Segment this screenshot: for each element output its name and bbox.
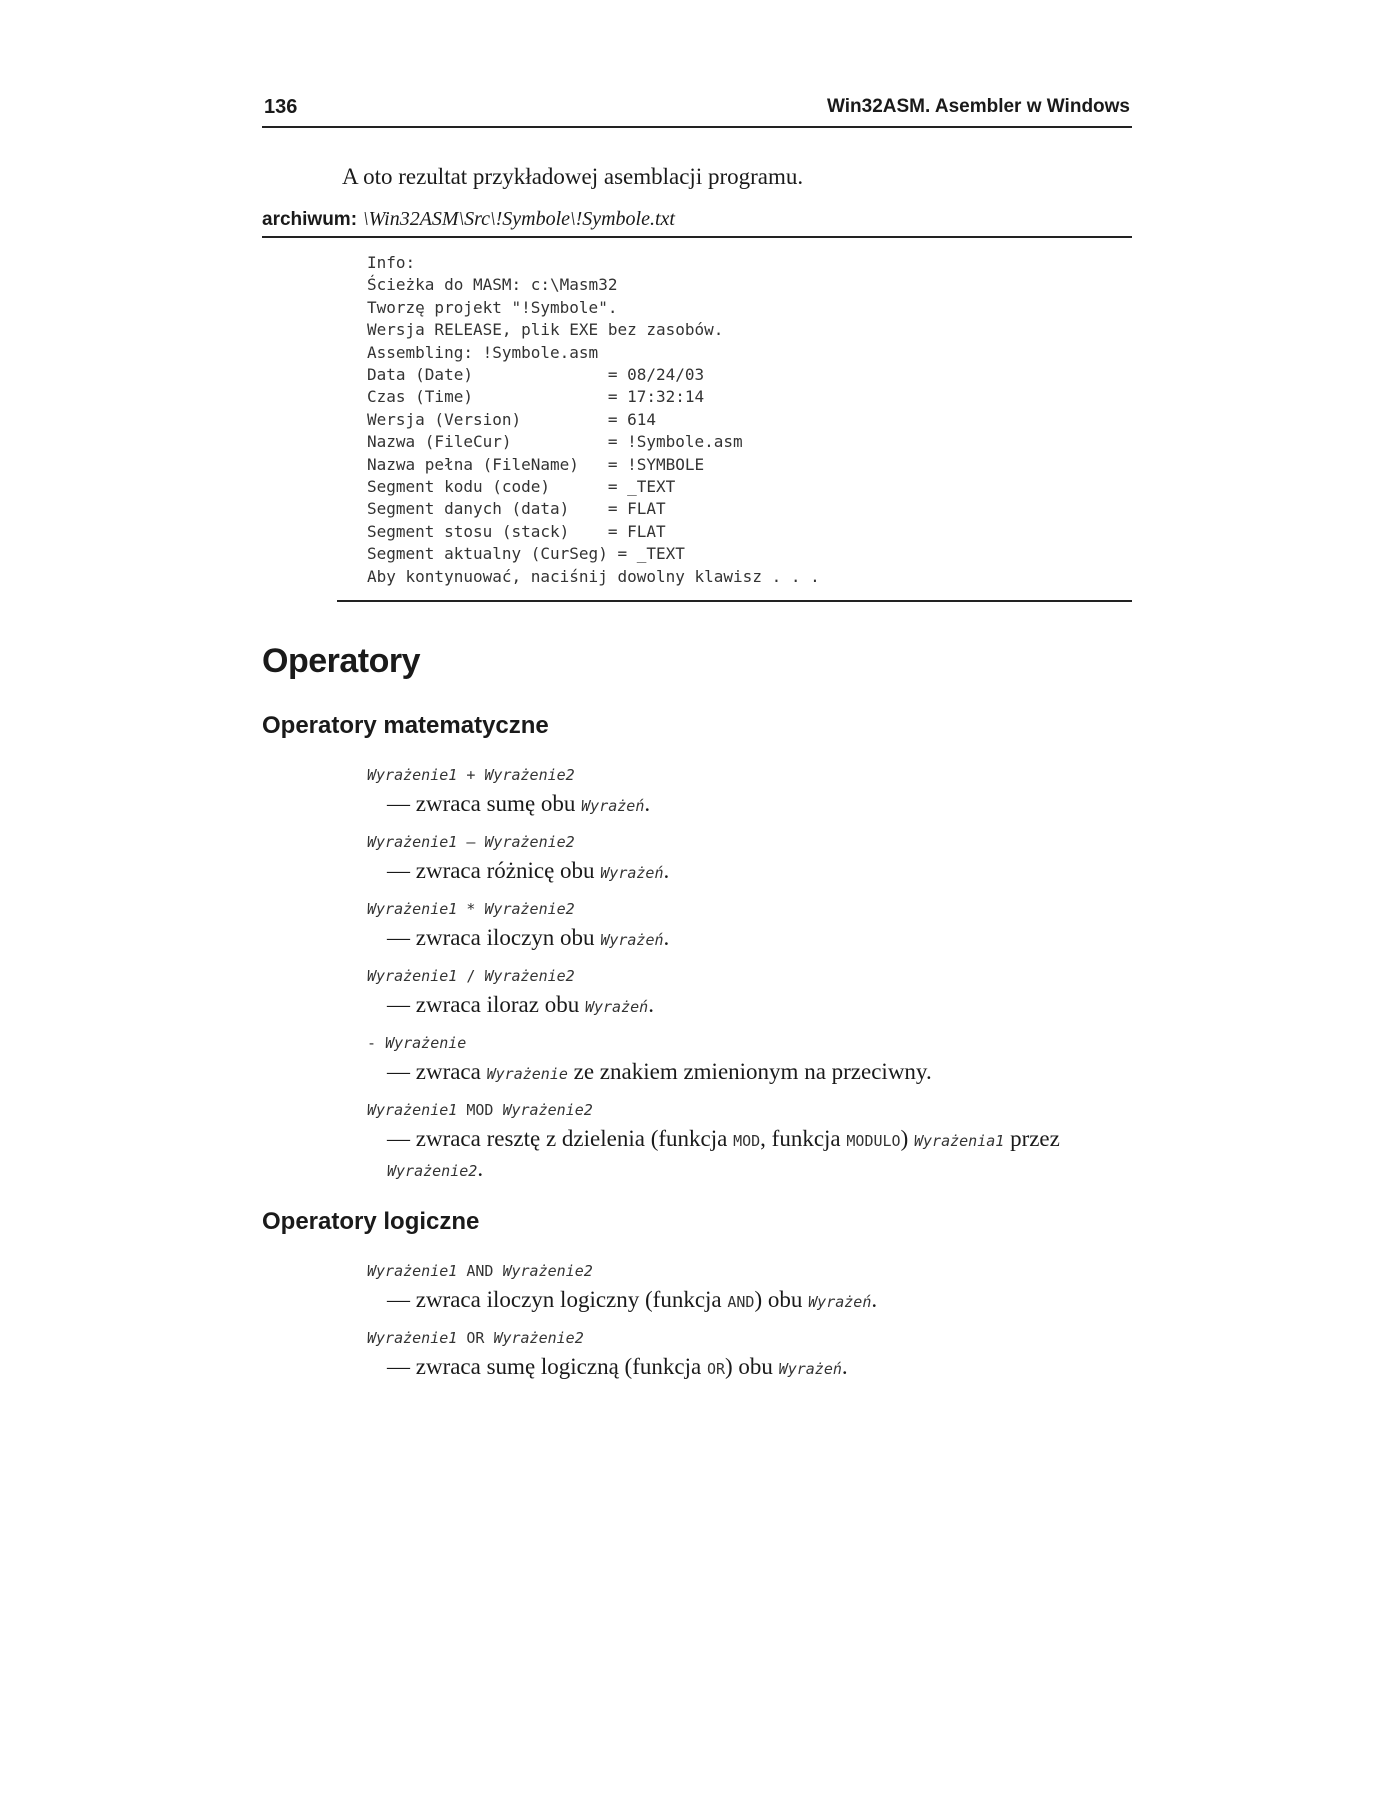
expr-operand: Wyrażenie2 [484, 833, 575, 851]
expr-operand: Wyrażenie1 [367, 900, 458, 918]
code-line: Info: [367, 253, 416, 272]
description-mod [387, 1125, 1107, 1185]
desc-term: Wyrażeń [778, 1360, 842, 1378]
desc-text: — zwraca iloczyn logiczny (funkcja [387, 1287, 728, 1312]
desc-text: — zwraca [387, 1059, 487, 1084]
expr-operator: / [457, 967, 485, 985]
subsection-heading-math: Operatory matematyczne [262, 712, 549, 739]
archive-path: \Win32ASM\Src\!Symbole\!Symbole.txt [363, 208, 675, 230]
description-multiply [387, 924, 1107, 954]
desc-text: — zwraca iloraz obu [387, 992, 585, 1017]
desc-end: . [644, 791, 651, 816]
desc-text: ) obu [754, 1287, 809, 1312]
desc-text: — zwraca sumę logiczną (funkcja [387, 1354, 707, 1379]
desc-keyword: OR [706, 1360, 725, 1378]
desc-keyword: MOD [733, 1132, 761, 1150]
desc-end: . [663, 925, 670, 950]
desc-term: Wyrażeń [808, 1293, 872, 1311]
code-line: Data (Date) = 08/24/03 [367, 365, 705, 385]
desc-term: Wyrażenie2 [387, 1162, 478, 1180]
expr-operand: Wyrażenie1 [367, 766, 458, 784]
code-line: Segment kodu (code) = _TEXT [367, 477, 676, 497]
expr-operand: Wyrażenie2 [502, 1262, 593, 1280]
expr-operator: - [367, 1034, 386, 1052]
description-and [387, 1286, 1107, 1316]
expr-operand: Wyrażenie2 [484, 766, 575, 784]
expression-divide [367, 967, 575, 985]
code-line: Wersja RELEASE, plik EXE bez zasobów. [367, 320, 724, 340]
expression-mod [367, 1101, 593, 1119]
expr-operator: – [457, 833, 485, 851]
desc-text: ze znakiem zmienionym na przeciwny. [567, 1059, 932, 1084]
desc-term: Wyrażeń [600, 864, 664, 882]
code-line: Segment stosu (stack) = FLAT [367, 521, 666, 541]
desc-text: , funkcja [760, 1126, 847, 1151]
expr-operand: Wyrażenie1 [367, 1329, 458, 1347]
expression-or [367, 1329, 584, 1347]
desc-text: — zwraca sumę obu [387, 791, 582, 816]
expression-multiply [367, 900, 575, 918]
desc-end: . [648, 992, 654, 1017]
desc-term: Wyrażenie [486, 1065, 568, 1083]
description-divide [387, 991, 1107, 1021]
running-header [262, 94, 1132, 128]
code-line: Segment danych (data) = FLAT [367, 499, 666, 519]
section-heading: Operatory [262, 642, 420, 680]
expr-operator: MOD [457, 1101, 503, 1119]
desc-text: ) [900, 1126, 914, 1151]
expr-operator: * [457, 900, 485, 918]
desc-end: . [663, 858, 670, 883]
desc-keyword: AND [727, 1293, 755, 1311]
expression-add [367, 766, 575, 784]
expr-operand: Wyrażenie1 [367, 967, 458, 985]
desc-text: — zwraca różnicę obu [387, 858, 601, 883]
code-line: Assembling: !Symbole.asm [367, 342, 599, 362]
expr-operator: AND [457, 1262, 503, 1280]
desc-keyword: MODULO [846, 1132, 901, 1150]
desc-end: . [841, 1354, 848, 1379]
desc-text: — zwraca resztę z dzielenia (funkcja [387, 1126, 734, 1151]
desc-term: Wyrażeń [584, 998, 649, 1016]
code-line: Nazwa (FileCur) = !Symbole.asm [367, 432, 743, 452]
intro-paragraph: A oto rezultat przykładowej asemblacji programu. [342, 164, 804, 189]
subsection-heading-logic: Operatory logiczne [262, 1208, 480, 1235]
desc-end: . [871, 1287, 878, 1312]
page-number: 136 [264, 96, 298, 118]
expression-and [367, 1262, 593, 1280]
listing-bottom-rule [337, 600, 1132, 602]
expr-operand: Wyrażenie2 [484, 967, 575, 985]
code-line: Segment aktualny (CurSeg) = _TEXT [367, 544, 685, 564]
desc-term: Wyrażeń [581, 797, 645, 815]
archive-label: archiwum: [262, 209, 358, 230]
desc-end: . [477, 1156, 484, 1181]
expr-operand: Wyrażenie2 [484, 900, 575, 918]
archive-caption [262, 208, 1132, 238]
code-line: Ścieżka do MASM: c:\Masm32 [367, 275, 618, 295]
program-output-listing [367, 252, 820, 588]
expr-operand: Wyrażenie2 [502, 1101, 593, 1119]
code-line: Czas (Time) = 17:32:14 [367, 387, 705, 407]
expression-negate [367, 1034, 466, 1052]
code-line: Aby kontynuować, naciśnij dowolny klawisz . . . [367, 566, 820, 586]
expr-operand: Wyrażenie [385, 1034, 467, 1052]
code-line: Nazwa pełna (FileName) = !SYMBOLE [367, 454, 705, 474]
description-negate [387, 1058, 1107, 1088]
description-add [387, 790, 1107, 820]
expr-operand: Wyrażenie1 [367, 833, 458, 851]
expr-operator: OR [457, 1329, 494, 1347]
expr-operand: Wyrażenie1 [367, 1262, 458, 1280]
desc-term: Wyrażeń [600, 931, 664, 949]
book-title: Win32ASM. Asembler w Windows [827, 96, 1130, 117]
description-subtract [387, 857, 1107, 887]
code-line: Tworzę projekt "!Symbole". [367, 297, 618, 317]
expr-operand: Wyrażenie1 [367, 1101, 458, 1119]
description-or [387, 1353, 1107, 1383]
expr-operand: Wyrażenie2 [493, 1329, 584, 1347]
desc-text: — zwraca iloczyn obu [387, 925, 601, 950]
desc-term: Wyrażenia1 [914, 1132, 1005, 1150]
expr-operator: + [457, 766, 485, 784]
desc-text: ) obu [725, 1354, 779, 1379]
code-line: Wersja (Version) = 614 [367, 409, 656, 429]
expression-subtract [367, 833, 575, 851]
desc-text: przez [1004, 1126, 1060, 1151]
